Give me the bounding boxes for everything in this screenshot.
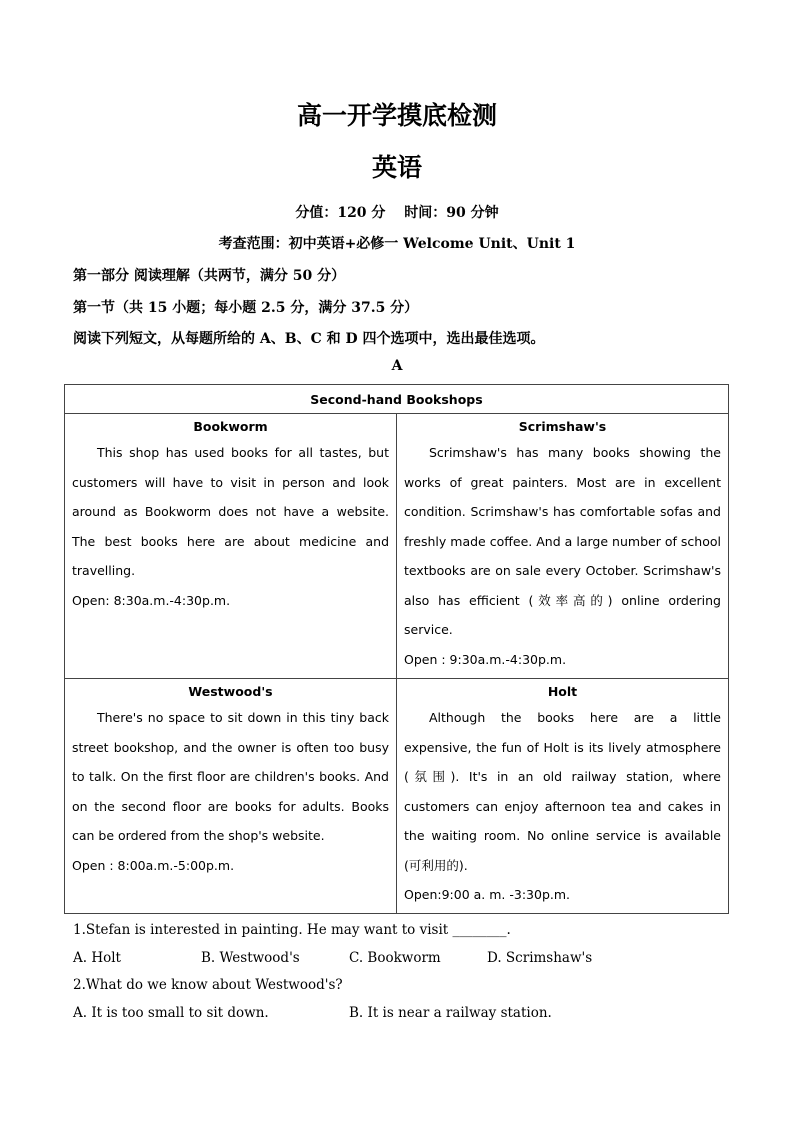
shop-cell-holt	[397, 679, 729, 914]
question-1-option-a[interactable]: A. Holt	[73, 950, 121, 966]
shop-name: Scrimshaw's	[518, 419, 607, 434]
subject-title: 英语	[371, 153, 422, 182]
shop-hours: Open : 8:00a.m.-5:00p.m.	[72, 857, 235, 873]
exam-scope: 考查范围：初中英语+必修一 Welcome Unit、Unit 1	[218, 236, 576, 252]
question-1-option-d[interactable]: D. Scrimshaw's	[487, 950, 593, 966]
shop-name: Bookworm	[193, 419, 268, 434]
table-caption: Second-hand Bookshops	[65, 385, 729, 414]
directions: 阅读下列短文，从每题所给的 A、B、C 和 D 四个选项中，选出最佳选项。	[73, 331, 545, 347]
shop-name: Holt	[547, 684, 578, 699]
shop-description: This shop has used books for all tastes, but customers will have to visit in person and look around as Bookworm does not have a website. The best books here are about medicine and travelling.	[72, 445, 389, 578]
shop-hours: Open:9:00 a. m. -3:30p.m.	[404, 887, 571, 902]
score-time: 分值：120 分 时间：90 分钟	[295, 205, 499, 221]
section-heading: 第一节（共 15 小题；每小题 2.5 分，满分 37.5 分）	[73, 300, 419, 316]
shop-name: Westwood's	[188, 684, 273, 699]
shop-cell-bookworm	[65, 414, 397, 679]
question-1-option-c[interactable]: C. Bookworm	[349, 950, 441, 966]
shop-description: There's no space to sit down in this tiny back street bookshop, and the owner is often too busy to talk. On the first floor are children's books. And on the second floor are books for adults. Books can be ordered from the shop's website.	[72, 710, 389, 843]
shop-cell-scrimshaws	[397, 414, 729, 679]
shop-description: Although the books here are a little expensive, the fun of Holt is its lively atmosphere (氛围). It's in an old railway station, where customers can enjoy afternoon tea and cakes in the waiting room. No online service is available (可利用的).	[404, 710, 721, 873]
question-1-stem: 1.Stefan is interested in painting. He may want to visit ________.	[73, 922, 511, 938]
bookshops-table	[64, 384, 729, 914]
shop-hours: Open: 8:30a.m.-4:30p.m.	[72, 592, 231, 608]
shop-hours: Open : 9:30a.m.-4:30p.m.	[404, 651, 567, 667]
question-2-option-b[interactable]: B. It is near a railway station.	[349, 1005, 552, 1021]
part-heading: 第一部分 阅读理解（共两节，满分 50 分）	[73, 268, 346, 284]
question-2-stem: 2.What do we know about Westwood's?	[73, 977, 343, 993]
passage-label: A	[391, 358, 403, 374]
shop-description: Scrimshaw's has many books showing the works of great painters. Most are in excellent condition. Scrimshaw's has comfortable sofas and freshly made coffee. And a large number of school textbooks are on sale every October. Scrimshaw's also has efficient (效率高的) online ordering service.	[404, 445, 721, 637]
exam-title: 高一开学摸底检测	[296, 101, 497, 130]
question-2-option-a[interactable]: A. It is too small to sit down.	[73, 1005, 269, 1021]
question-1-option-b[interactable]: B. Westwood's	[201, 950, 300, 966]
shop-cell-westwoods	[65, 679, 397, 914]
